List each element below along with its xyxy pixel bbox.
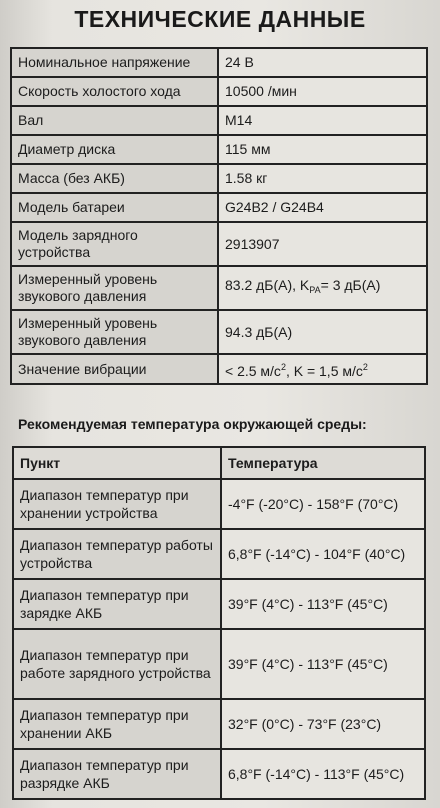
temp-item: Диапазон температур при разрядке АКБ (13, 749, 221, 799)
table-row (11, 164, 427, 193)
temp-item: Диапазон температур при зарядке АКБ (13, 579, 221, 629)
table-row (13, 529, 425, 579)
spec-label: Модель батареи (11, 193, 218, 222)
spec-label: Значение вибрации (11, 354, 218, 384)
spec-value: 2913907 (218, 222, 427, 266)
table-header-row (13, 447, 425, 479)
table-row (13, 699, 425, 749)
spec-label: Номинальное напряжение (11, 48, 218, 77)
spec-label: Диаметр диска (11, 135, 218, 164)
spec-value: G24B2 / G24B4 (218, 193, 427, 222)
spec-label: Измеренный уровень звукового давления (11, 310, 218, 354)
spec-value: 94.3 дБ(A) (218, 310, 427, 354)
table-row (11, 266, 427, 310)
temp-range: 39°F (4°C) - 113°F (45°C) (221, 629, 425, 699)
spec-value: 10500 /мин (218, 77, 427, 106)
table-row (11, 77, 427, 106)
spec-value: 115 мм (218, 135, 427, 164)
table-row (13, 479, 425, 529)
table-row (13, 579, 425, 629)
temp-item: Диапазон температур работы устройства (13, 529, 221, 579)
temp-range: 6,8°F (-14°C) - 104°F (40°C) (221, 529, 425, 579)
tech-specs-table (10, 47, 428, 385)
column-header-item: Пункт (13, 447, 221, 479)
table-row (11, 354, 427, 384)
temperature-table (12, 446, 426, 800)
table-row (11, 222, 427, 266)
table-row (11, 106, 427, 135)
temp-range: 32°F (0°C) - 73°F (23°C) (221, 699, 425, 749)
table-row (11, 193, 427, 222)
spec-label: Вал (11, 106, 218, 135)
table-row (11, 310, 427, 354)
spec-value: 83.2 дБ(A), $K_{PA}= 3$ дБ(A) (218, 266, 427, 310)
table-row (13, 749, 425, 799)
temp-item: Диапазон температур при хранении устройства (13, 479, 221, 529)
temp-range: 6,8°F (-14°C) - 113°F (45°C) (221, 749, 425, 799)
spec-label: Скорость холостого хода (11, 77, 218, 106)
spec-label: Модель зарядного устройства (11, 222, 218, 266)
spec-label: Масса (без АКБ) (11, 164, 218, 193)
table-row (11, 135, 427, 164)
page-title: ТЕХНИЧЕСКИЕ ДАННЫЕ (74, 6, 366, 32)
table-row (11, 48, 427, 77)
temp-item: Диапазон температур при работе зарядного устройства (13, 629, 221, 699)
temp-item: Диапазон температур при хранении АКБ (13, 699, 221, 749)
temp-range: 39°F (4°C) - 113°F (45°C) (221, 579, 425, 629)
temperature-heading: Рекомендуемая температура окружающей среды: (18, 416, 367, 432)
spec-value: < 2.5 $м/с^2$, K = 1,5 $м/с^2$ (218, 354, 427, 384)
spec-value: 24 В (218, 48, 427, 77)
spec-label: Измеренный уровень звукового давления (11, 266, 218, 310)
temp-range: -4°F (-20°C) - 158°F (70°C) (221, 479, 425, 529)
column-header-temperature: Температура (221, 447, 425, 479)
spec-value: 1.58 кг (218, 164, 427, 193)
spec-value: M14 (218, 106, 427, 135)
table-row (13, 629, 425, 699)
